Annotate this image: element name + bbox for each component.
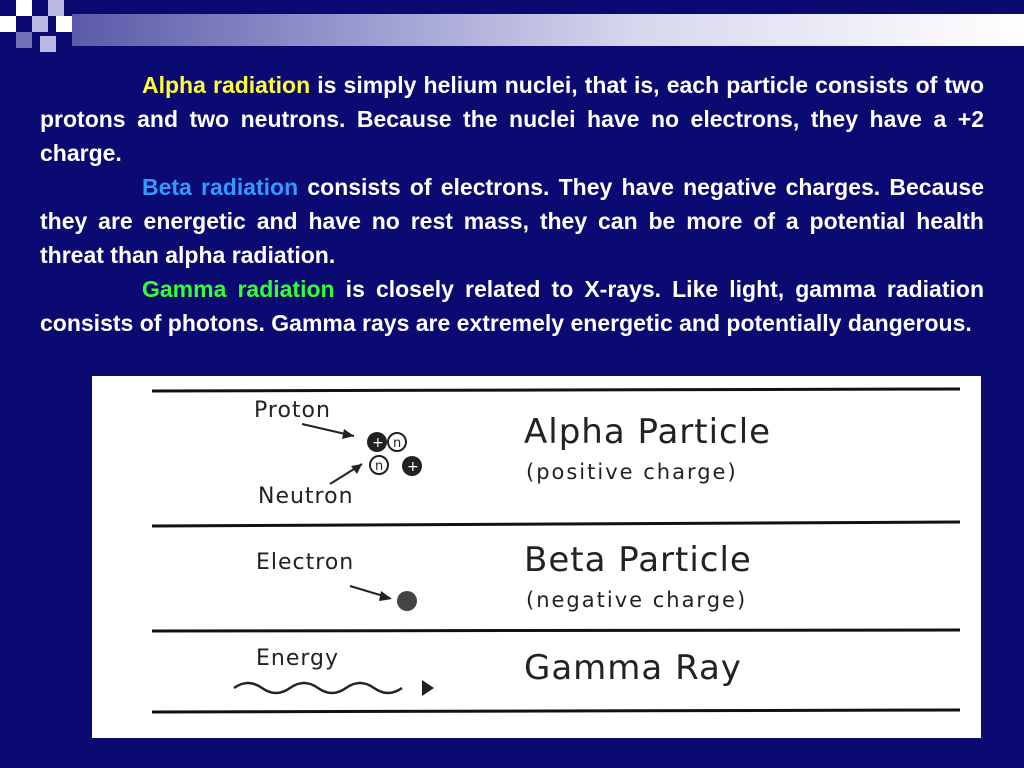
decor-square xyxy=(16,0,32,16)
electron-particle xyxy=(397,591,417,611)
energy-label: Energy xyxy=(256,646,340,671)
electron-label: Electron xyxy=(256,550,355,575)
divider-line xyxy=(152,630,960,631)
divider-line xyxy=(152,710,960,712)
neutron-label: Neutron xyxy=(258,484,354,509)
electron-arrowhead xyxy=(379,591,392,601)
divider-line xyxy=(152,389,960,391)
beta-particle-subtitle: (negative charge) xyxy=(526,588,748,612)
decor-square xyxy=(40,36,56,52)
body-text xyxy=(40,68,984,340)
gamma-term: Gamma radiation xyxy=(142,276,335,302)
gamma-ray-title: Gamma Ray xyxy=(524,648,742,688)
neutron-symbol: n xyxy=(393,436,402,451)
beta-term: Beta radiation xyxy=(142,174,299,200)
beta-paragraph xyxy=(40,170,984,272)
alpha-particle-subtitle: (positive charge) xyxy=(526,460,738,484)
title-band xyxy=(72,14,1024,46)
energy-arrowhead xyxy=(422,680,434,696)
proton-symbol: + xyxy=(372,435,384,451)
decor-square xyxy=(16,32,32,48)
alpha-description: is simply helium nuclei, that is, each particle consists of two protons and two neutrons. Because the nuclei have no electrons, they have a +2 charge. xyxy=(40,72,985,166)
decor-square xyxy=(56,16,72,32)
energy-wave xyxy=(234,683,402,693)
alpha-paragraph xyxy=(40,68,984,170)
proton-label: Proton xyxy=(254,398,331,423)
gamma-description: is closely related to X-rays. Like light, gamma radiation consists of photons. Gamma rays are extremely energetic and potentially dangerous. xyxy=(40,276,984,336)
alpha-particle-title: Alpha Particle xyxy=(524,412,772,452)
gamma-paragraph xyxy=(40,272,984,340)
beta-description: consists of electrons. They have negative charges. Because they are energetic and have no rest mass, they can be more of a potential health threat than alpha radiation. xyxy=(40,174,984,268)
divider-line xyxy=(152,522,960,526)
proton-arrowhead xyxy=(342,429,354,439)
neutron-symbol: n xyxy=(375,459,384,474)
title-band-cover xyxy=(72,0,1024,14)
decor-square xyxy=(0,16,16,32)
alpha-term: Alpha radiation xyxy=(142,72,311,98)
proton-symbol: + xyxy=(407,459,419,475)
decor-square xyxy=(32,16,48,32)
decor-square xyxy=(48,0,64,16)
beta-particle-title: Beta Particle xyxy=(524,540,752,580)
radiation-types-diagram xyxy=(92,376,981,738)
